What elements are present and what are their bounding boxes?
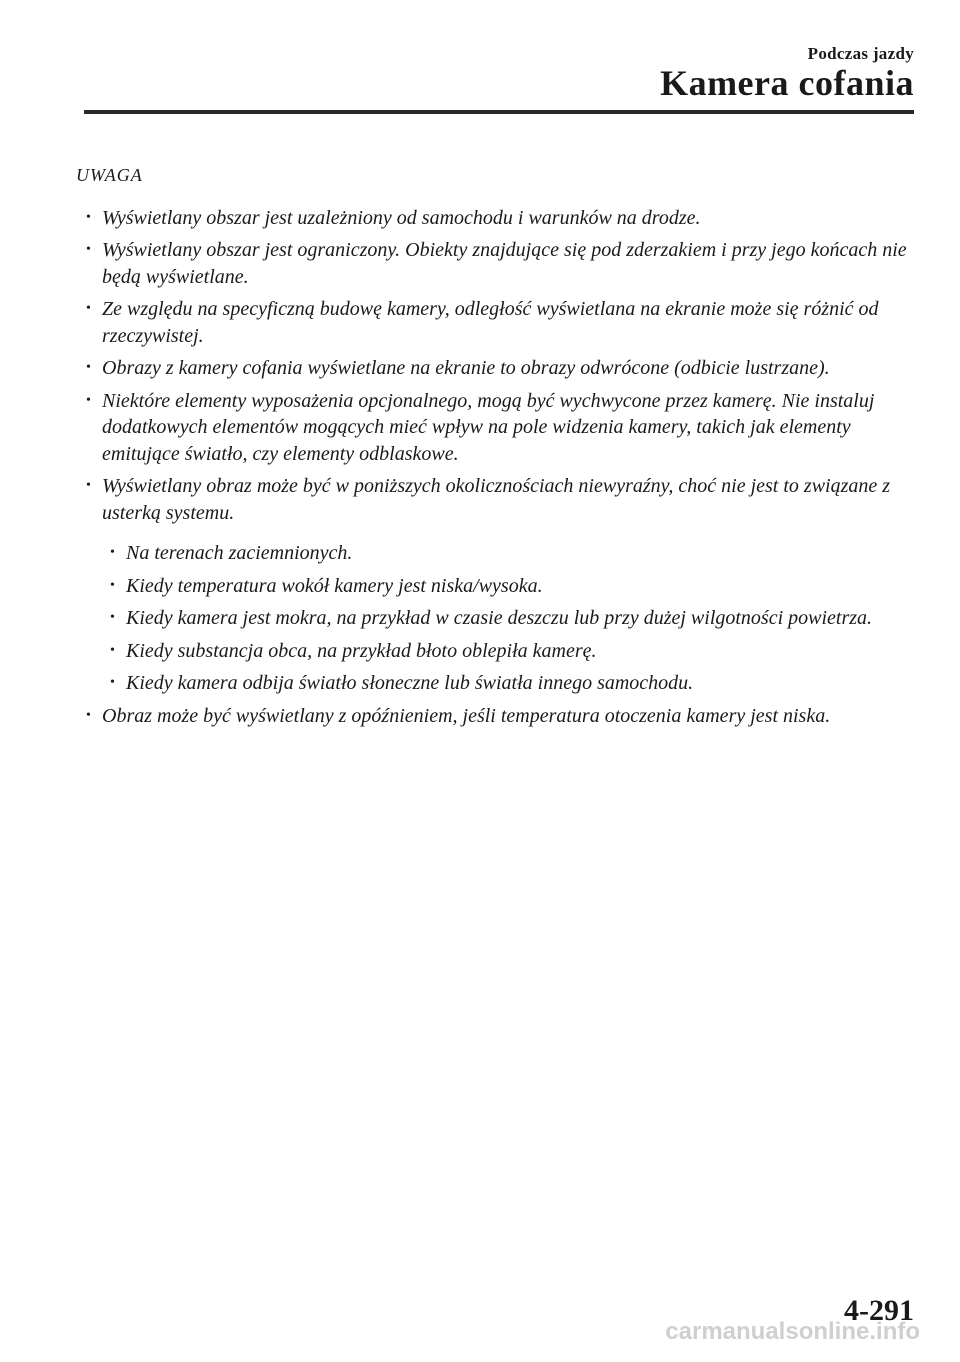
sub-list-item: • Kiedy kamera odbija światło słoneczne lub światła innego samochodu. [100, 670, 916, 697]
list-item: • Wyświetlany obszar jest uzależniony od samochodu i warunków na drodze. [76, 205, 916, 232]
sub-list-item: • Kiedy substancja obca, na przykład błoto oblepiła kamerę. [100, 638, 916, 665]
page-number: 4-291 [844, 1294, 914, 1327]
list-item: • Obrazy z kamery cofania wyświetlane na ekranie to obrazy odwrócone (odbicie lustrzane). [76, 355, 916, 382]
note-list [76, 205, 916, 527]
list-item: • Wyświetlany obraz może być w poniższych okolicznościach niewyraźny, choć nie jest to związane z usterką systemu. [76, 473, 916, 526]
note-list-end [76, 703, 916, 730]
section-title: Podczas jazdy [807, 44, 914, 63]
sub-list-item: • Kiedy kamera jest mokra, na przykład w czasie deszczu lub przy dużej wilgotności powietrza. [100, 605, 916, 632]
sub-list-item: • Na terenach zaciemnionych. [100, 540, 916, 567]
header-divider [84, 110, 914, 114]
note-block [76, 162, 916, 735]
note-label: UWAGA [76, 165, 143, 185]
list-item: • Niektóre elementy wyposażenia opcjonalnego, mogą być wychwycone przez kamerę. Nie instaluj dodatkowych elementów mogących mieć wpływ na pole widzenia kamery, takich jak elementy emitujące światło, czy elementy odblaskowe. [76, 388, 916, 468]
note-sublist [100, 540, 916, 697]
list-item: • Ze względu na specyficzną budowę kamery, odległość wyświetlana na ekranie może się różnić od rzeczywistej. [76, 296, 916, 349]
watermark: carmanualsonline.info [665, 1318, 920, 1345]
sub-list-item: • Kiedy temperatura wokół kamery jest niska/wysoka. [100, 573, 916, 600]
list-item: • Obraz może być wyświetlany z opóźnieniem, jeśli temperatura otoczenia kamery jest niska. [76, 703, 916, 730]
page-title: Kamera cofania [660, 63, 914, 103]
list-item: • Wyświetlany obszar jest ograniczony. Obiekty znajdujące się pod zderzakiem i przy jego końcach nie będą wyświetlane. [76, 237, 916, 290]
